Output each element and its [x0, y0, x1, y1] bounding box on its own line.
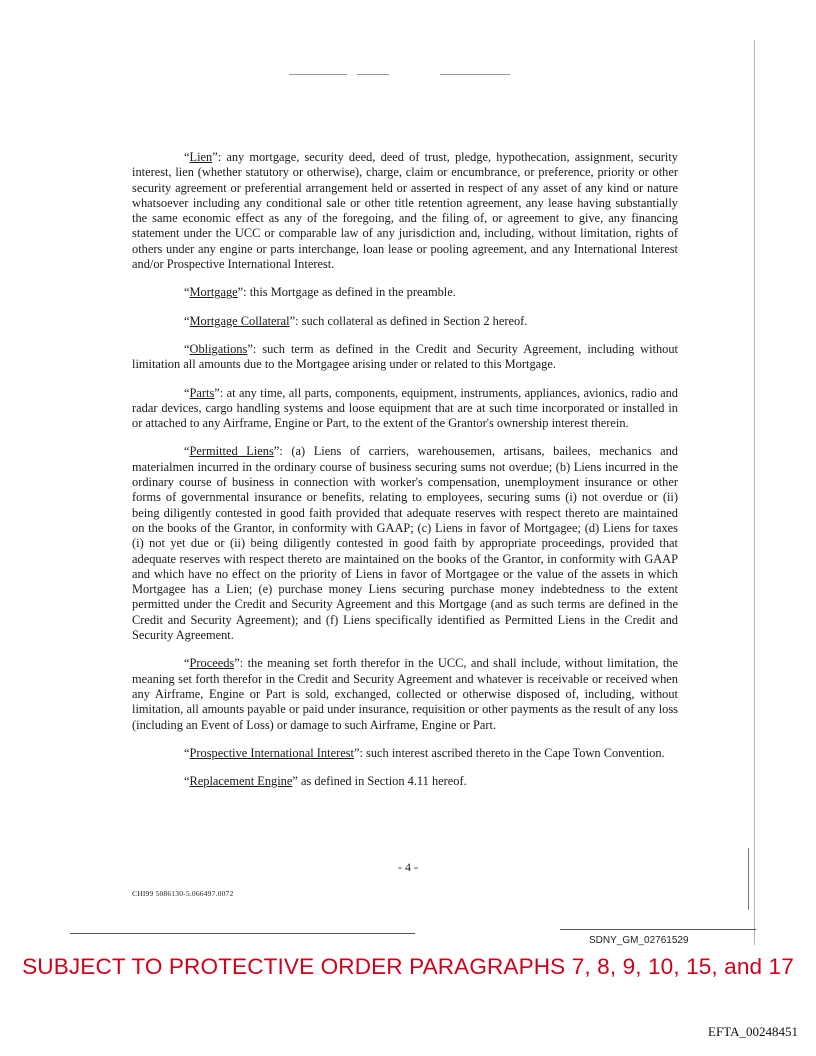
document-id: CHI99 5086130-5.066497.0072	[132, 889, 234, 898]
scan-artifact-line	[440, 74, 510, 75]
scan-bottom-line	[70, 933, 415, 934]
definition-text: : any mortgage, security deed, deed of trust, pledge, hypothecation, assignment, security interest, lien (whether statutory or otherwise), charge, claim or encumbrance, or preference, priority or other security agreement or preferential arrangement held or asserted in respect of any asset of any kind or nature whatsoever including any conditional sale or other title retention agreement, any lease having substantially the same economic effect as any of the foregoing, and the filing of, or agreement to give, any financing statement under the UCC or comparable law of any jurisdiction and, including, without limitation, rights of others under any engine or parts interchange, loan lease or pooling agreement, and any International Interest and/or Prospective International Interest.	[132, 150, 678, 272]
defined-term: Permitted Liens	[189, 444, 274, 459]
definition-paragraph: “Mortgage”: this Mortgage as defined in the preamble.	[184, 285, 456, 300]
protective-order-notice: SUBJECT TO PROTECTIVE ORDER PARAGRAPHS 7, 8, 9, 10, 15, and 17	[22, 954, 794, 979]
definition-text: : such interest ascribed thereto in the Cape Town Convention.	[359, 745, 665, 760]
efta-id: EFTA_00248451	[708, 1024, 798, 1039]
scan-bottom-line	[560, 929, 756, 930]
scan-artifact-line	[289, 74, 347, 75]
definition-text: : at any time, all parts, components, equipment, instruments, appliances, avionics, radio and radar devices, cargo handling systems and loose equipment that are at such time incorporated or installed in or attached to any Airframe, Engine or Part, to the extent of the Grantor's ownership interest therein.	[132, 385, 678, 431]
definition-paragraph: “Prospective International Interest”: such interest ascribed thereto in the Cape Town Convention.	[184, 745, 665, 760]
definition-text: : the meaning set forth therefor in the UCC, and shall include, without limitation, the meaning set forth therefor in the Credit and Security Agreement and whatever is receivable or received when any Airframe, Engine or Part is sold, exchanged, collected or otherwise disposed of, including, without limitation, all amounts payable or paid under insurance, requisition or other payments as the result of any loss (including an Event of Loss) or damage to such Airframe, Engine or Part.	[132, 656, 678, 732]
scan-edge-line	[754, 40, 755, 945]
definition-paragraph: “Replacement Engine” as defined in Section 4.11 hereof.	[184, 774, 467, 789]
definition-paragraph: “Proceeds”: the meaning set forth therefor in the UCC, and shall include, without limitation, the meaning set forth therefor in the Credit and Security Agreement and whatever is receivable or received when any Airframe, Engine or Part is sold, exchanged, collected or otherwise disposed of, including, without limitation, all amounts payable or paid under insurance, requisition or other payments as the result of any loss (including an Event of Loss) or damage to such Airframe, Engine or Part.	[132, 656, 678, 732]
definition-paragraph: “Parts”: at any time, all parts, components, equipment, instruments, appliances, avionics, radio and radar devices, cargo handling systems and loose equipment that are at such time incorporated or installed in or attached to any Airframe, Engine or Part, to the extent of the Grantor's ownership interest therein.	[132, 385, 678, 431]
defined-term: Prospective International Interest	[189, 745, 354, 760]
definition-paragraph: “Obligations”: such term as defined in the Credit and Security Agreement, including without limitation all amounts due to the Mortgagee arising under or related to this Mortgage.	[132, 341, 678, 372]
definition-paragraph: “Mortgage Collateral”: such collateral as defined in Section 2 hereof.	[184, 313, 528, 328]
definition-text: : such term as defined in the Credit and Security Agreement, including without limitation all amounts due to the Mortgagee arising under or related to this Mortgage.	[132, 341, 678, 372]
definition-text: : (a) Liens of carriers, warehousemen, artisans, bailees, mechanics and materialmen incurred in the ordinary course of business securing sums not overdue; (b) Liens incurred in the ordinary course of business in connection with worker's compensation, unemployment insurance or other forms of governmental insurance or benefits, relating to employees, securing sums (i) not overdue or (ii) being diligently contested in good faith provided that adequate reserves with respect thereto are maintained on the books of the Grantor, in conformity with GAAP; (c) Liens in favor of Mortgagee; (d) Liens for taxes (i) not yet due or (ii) being diligently contested in good faith by appropriate proceedings, provided that adequate reserves with respect thereto are maintained on the books of the Grantor, in conformity with GAAP and which have no effect on the priority of Liens in favor of Mortgagee or the value of the assets in which Mortgagee has a Lien; (e) purchase money Liens securing purchase money indebtedness to the extent permitted under the Credit and Security Agreement and this Mortgage (and as such terms are defined in the Credit and Security Agreement); and (f) Liens specifically identified as Permitted Liens in the Credit and Security Agreement.	[132, 444, 678, 643]
definition-text: : this Mortgage as defined in the preamble.	[243, 285, 456, 300]
defined-term: Replacement Engine	[189, 774, 293, 789]
scan-artifact-line	[357, 74, 389, 75]
defined-term: Lien	[189, 150, 213, 164]
defined-term: Parts	[189, 385, 215, 400]
definition-text: : such collateral as defined in Section 2 hereof.	[295, 313, 528, 328]
defined-term: Obligations	[189, 341, 248, 356]
definition-text: as defined in Section 4.11 hereof.	[297, 774, 467, 789]
defined-term: Proceeds	[189, 656, 235, 671]
document-body	[132, 150, 678, 802]
scan-edge-line	[748, 848, 749, 910]
definition-paragraph: “Permitted Liens”: (a) Liens of carriers, warehousemen, artisans, bailees, mechanics and materialmen incurred in the ordinary course of business securing sums not overdue; (b) Liens incurred in the ordinary course of business in connection with worker's compensation, unemployment insurance or other forms of governmental insurance or benefits, relating to employees, securing sums (i) not overdue or (ii) being diligently contested in good faith provided that adequate reserves with respect thereto are maintained on the books of the Grantor, in conformity with GAAP; (c) Liens in favor of Mortgagee; (d) Liens for taxes (i) not yet due or (ii) being diligently contested in good faith by appropriate proceedings, provided that adequate reserves with respect thereto are maintained on the books of the Grantor, in conformity with GAAP and which have no effect on the priority of Liens in favor of Mortgagee or the value of the assets in which Mortgagee has a Lien; (e) purchase money Liens securing purchase money indebtedness to the extent permitted under the Credit and Security Agreement and this Mortgage (and as such terms are defined in the Credit and Security Agreement); and (f) Liens specifically identified as Permitted Liens in the Credit and Security Agreement.	[132, 444, 678, 643]
defined-term: Mortgage Collateral	[189, 313, 290, 328]
bates-number: SDNY_GM_02761529	[589, 935, 689, 946]
page-number: - 4 -	[398, 860, 418, 874]
definition-paragraph: “Lien”: any mortgage, security deed, deed of trust, pledge, hypothecation, assignment, security interest, lien (whether statutory or otherwise), charge, claim or encumbrance, or preference, priority or other security agreement or preferential arrangement held or asserted in respect of any asset of any kind or nature whatsoever including any conditional sale or other title retention agreement, any lease having substantially the same economic effect as any of the foregoing, and the filing of, or agreement to give, any financing statement under the UCC or comparable law of any jurisdiction and, including, without limitation, rights of others under any engine or parts interchange, loan lease or pooling agreement, and any International Interest and/or Prospective International Interest.	[132, 150, 678, 272]
defined-term: Mortgage	[189, 285, 238, 300]
